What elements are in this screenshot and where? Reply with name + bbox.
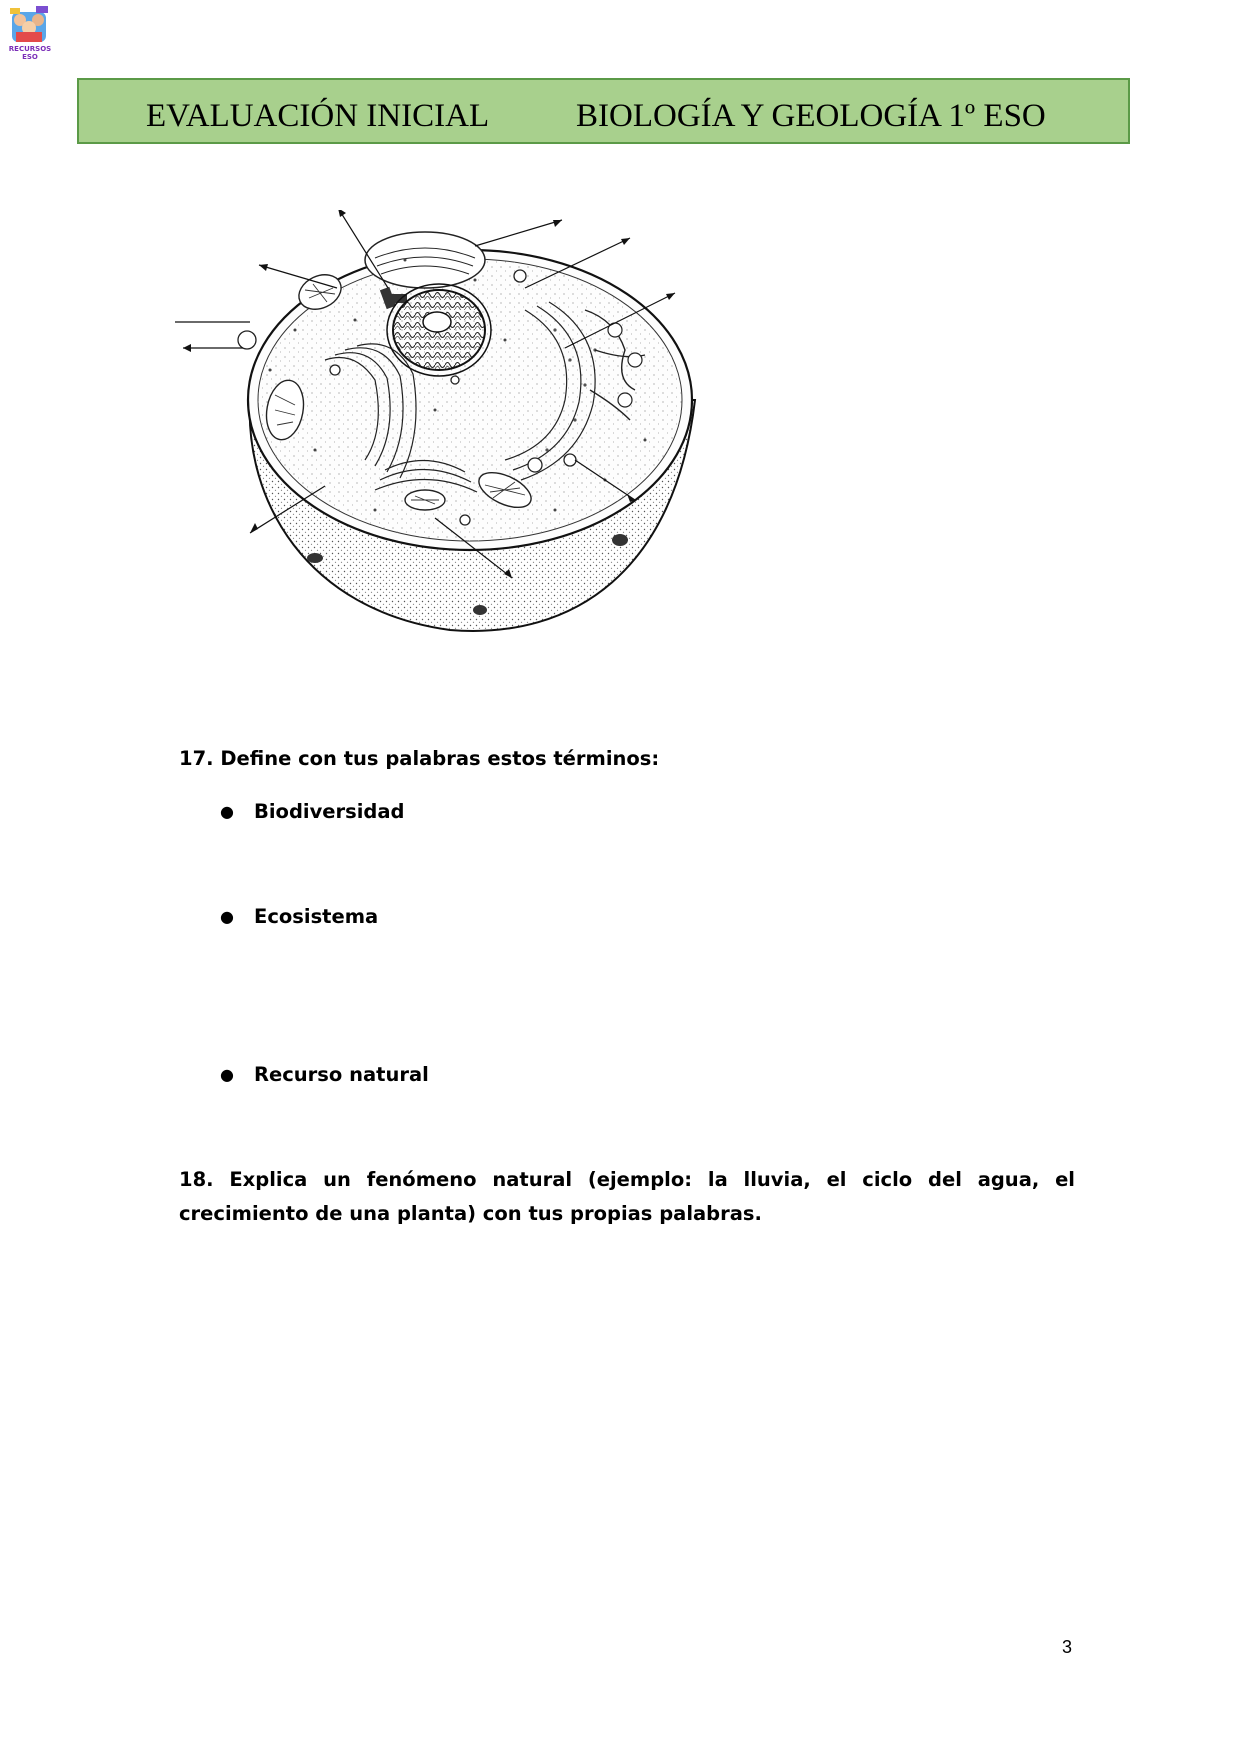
page-number: 3	[1062, 1637, 1073, 1657]
header-left-title: EVALUACIÓN INICIAL	[146, 98, 490, 134]
term-list-item	[220, 1063, 429, 1086]
bullet-icon: ●	[220, 907, 234, 926]
recursos-eso-logo	[6, 4, 54, 62]
bullet-icon: ●	[220, 1065, 234, 1084]
question-17-prompt: 17. Define con tus palabras estos términos:	[179, 747, 660, 770]
animal-cell-figure	[175, 210, 775, 680]
term-biodiversidad: Biodiversidad	[254, 800, 405, 823]
header-right-title: BIOLOGÍA Y GEOLOGÍA 1º ESO	[576, 98, 1046, 134]
header-banner	[77, 78, 1130, 144]
term-list-item	[220, 800, 405, 823]
bullet-icon: ●	[220, 802, 234, 821]
svg-text:RECURSOS: RECURSOS	[8, 45, 52, 53]
question-18-prompt: 18. Explica un fenómeno natural (ejemplo: la lluvia, el ciclo del agua, el crecimiento de una planta) con tus propias palabras.	[179, 1168, 1075, 1225]
term-list-item	[220, 905, 378, 928]
term-ecosistema: Ecosistema	[254, 905, 379, 928]
animal-cell-diagram-icon	[175, 210, 775, 680]
term-recurso-natural: Recurso natural	[254, 1063, 429, 1086]
students-logo-icon	[6, 4, 54, 62]
svg-text:ESO: ESO	[22, 53, 38, 61]
